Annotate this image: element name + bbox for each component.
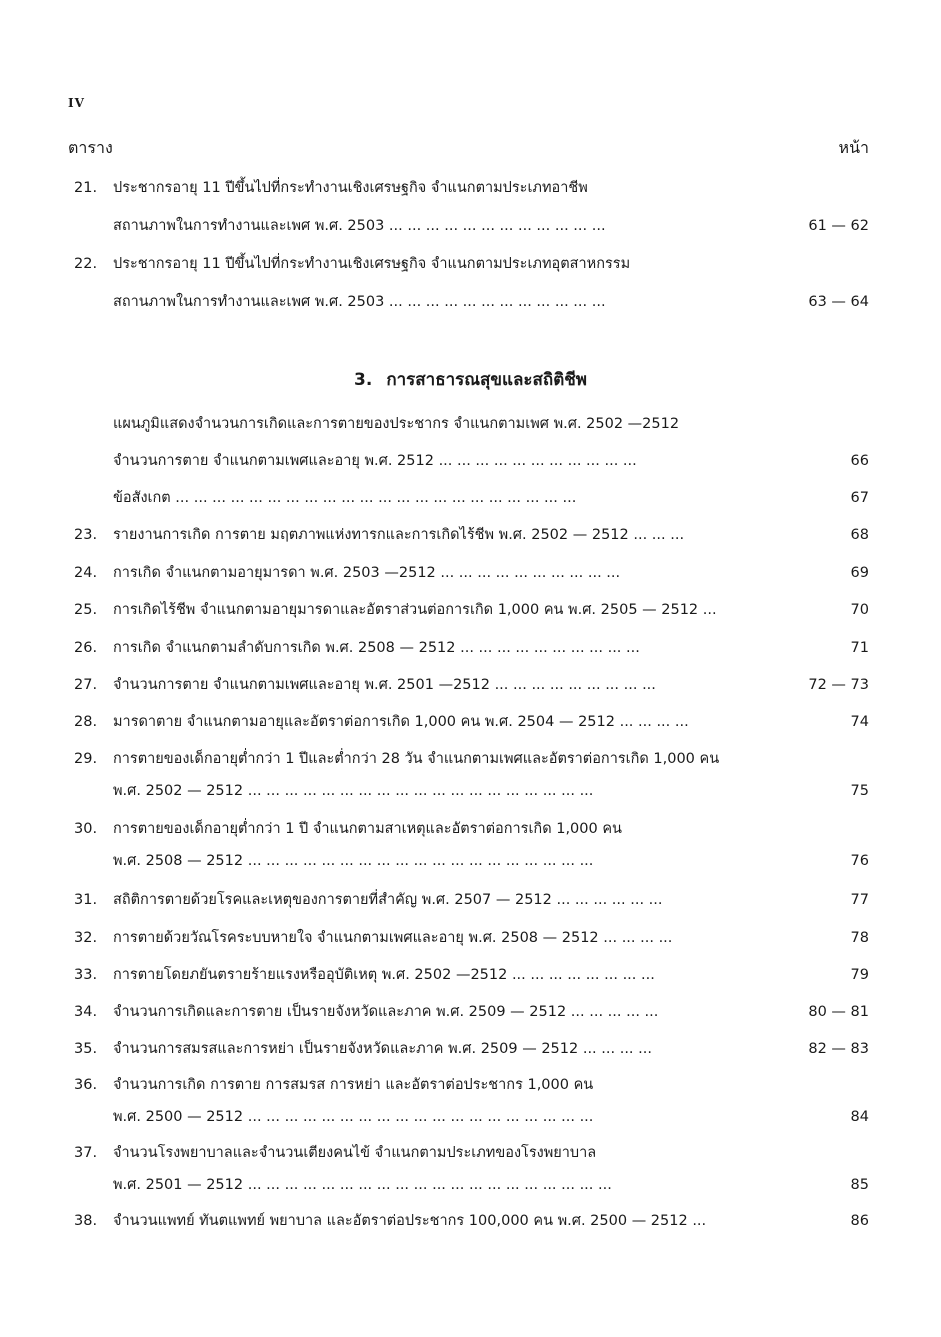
column-header-page: หน้า <box>838 138 869 157</box>
toc-entry-29 <box>0 747 941 771</box>
toc-entry-21 <box>0 176 941 200</box>
entry-number: 33. <box>74 967 98 983</box>
entry-text: แผนภูมิแสดงจำนวนการเกิดและการตายของประชากร จำแนกตามเพศ พ.ศ. 2502 —2512 <box>113 416 680 432</box>
entry-page: 78 <box>850 930 869 946</box>
entry-page: 84 <box>850 1109 869 1125</box>
entry-text-cont: สถานภาพในการทำงานและเพศ พ.ศ. 2503 ... ... ... ... ... ... ... ... ... ... ... ... <box>113 294 606 310</box>
toc-entry-28 <box>0 710 941 734</box>
entry-text: จำนวนแพทย์ ทันตแพทย์ พยาบาล และอัตราต่อประชากร 100,000 คน พ.ศ. 2500 — 2512 ... <box>113 1213 707 1229</box>
chart-intro-sub2 <box>0 486 941 510</box>
toc-entry-32 <box>0 926 941 950</box>
entry-text: การเกิดไร้ชีพ จำแนกตามอายุมารดาและอัตราส่วนต่อการเกิด 1,000 คน พ.ศ. 2505 — 2512 ... <box>113 602 717 618</box>
entry-number: 35. <box>74 1041 98 1057</box>
toc-entry-22-cont <box>0 290 941 314</box>
entry-page: 79 <box>850 967 869 983</box>
entry-number: 28. <box>74 714 98 730</box>
entry-text: การตายโดยภยันตรายร้ายแรงหรืออุบัติเหตุ พ.ศ. 2502 —2512 ... ... ... ... ... ... ... ... <box>113 967 655 983</box>
entry-text: จำนวนการตาย จำแนกตามเพศและอายุ พ.ศ. 2512 ... ... ... ... ... ... ... ... ... ... ... <box>113 453 637 469</box>
column-header-table: ตาราง <box>68 138 113 157</box>
entry-text: รายงานการเกิด การตาย มฤตภาพแห่งทารกและการเกิดไร้ชีพ พ.ศ. 2502 — 2512 ... ... ... <box>113 527 685 543</box>
entry-text: การตายของเด็กอายุต่ำกว่า 1 ปีและต่ำกว่า 28 วัน จำแนกตามเพศและอัตราต่อการเกิด 1,000 คน <box>113 751 720 767</box>
toc-entry-22 <box>0 252 941 276</box>
toc-entry-26 <box>0 636 941 660</box>
entry-page: 76 <box>850 853 869 869</box>
entry-page: 77 <box>850 892 869 908</box>
entry-number: 36. <box>74 1077 98 1093</box>
entry-text: จำนวนโรงพยาบาลและจำนวนเตียงคนไข้ จำแนกตามประเภทของโรงพยาบาล <box>113 1145 597 1161</box>
entry-text: จำนวนการสมรสและการหย่า เป็นรายจังหวัดและภาค พ.ศ. 2509 — 2512 ... ... ... ... <box>113 1041 652 1057</box>
entry-page: 86 <box>850 1213 869 1229</box>
entry-number: 23. <box>74 527 98 543</box>
entry-number: 21. <box>74 180 98 196</box>
toc-entry-23 <box>0 523 941 547</box>
entry-text: ประชากรอายุ 11 ปีขึ้นไปที่กระทำงานเชิงเศรษฐกิจ จำแนกตามประเภทอุตสาหกรรม <box>113 256 631 272</box>
entry-text-cont: พ.ศ. 2500 — 2512 ... ... ... ... ... ... ... ... ... ... ... ... ... ... ... ... ... ... ... <box>113 1109 594 1125</box>
entry-number: 22. <box>74 256 98 272</box>
toc-entry-30-cont <box>0 849 941 873</box>
entry-number: 30. <box>74 821 98 837</box>
toc-entry-37-cont <box>0 1173 941 1197</box>
toc-entry-27 <box>0 673 941 697</box>
entry-page: 63 — 64 <box>808 294 869 310</box>
entry-text: จำนวนการเกิด การตาย การสมรส การหย่า และอัตราต่อประชากร 1,000 คน <box>113 1077 594 1093</box>
toc-entry-24 <box>0 561 941 585</box>
entry-text: การตายของเด็กอายุต่ำกว่า 1 ปี จำแนกตามสาเหตุและอัตราต่อการเกิด 1,000 คน <box>113 821 622 837</box>
entry-number: 24. <box>74 565 98 581</box>
toc-entry-37 <box>0 1141 941 1165</box>
entry-page: 70 <box>850 602 869 618</box>
entry-page: 74 <box>850 714 869 730</box>
entry-number: 27. <box>74 677 98 693</box>
section-title: การสาธารณสุขและสถิติชีพ <box>386 370 587 390</box>
entry-page: 69 <box>850 565 869 581</box>
entry-page: 68 <box>850 527 869 543</box>
entry-text: ข้อสังเกต ... ... ... ... ... ... ... ... ... ... ... ... ... ... ... ... ... ... ... ... ... ... <box>113 490 577 506</box>
entry-page: 75 <box>850 783 869 799</box>
toc-entry-31 <box>0 888 941 912</box>
entry-number: 25. <box>74 602 98 618</box>
toc-entry-25 <box>0 598 941 622</box>
chart-intro-title <box>0 412 941 436</box>
entry-page: 67 <box>850 490 869 506</box>
page-roman-numeral: IV <box>68 96 85 110</box>
entry-text-cont: พ.ศ. 2501 — 2512 ... ... ... ... ... ... ... ... ... ... ... ... ... ... ... ... ... ... ... ... <box>113 1177 612 1193</box>
entry-page: 72 — 73 <box>808 677 869 693</box>
entry-text-cont: พ.ศ. 2508 — 2512 ... ... ... ... ... ... ... ... ... ... ... ... ... ... ... ... ... ... ... <box>113 853 594 869</box>
entry-page: 66 <box>850 453 869 469</box>
toc-entry-35 <box>0 1037 941 1061</box>
toc-entry-36 <box>0 1073 941 1097</box>
entry-number: 32. <box>74 930 98 946</box>
entry-text: มารดาตาย จำแนกตามอายุและอัตราต่อการเกิด 1,000 คน พ.ศ. 2504 — 2512 ... ... ... ... <box>113 714 689 730</box>
toc-entry-36-cont <box>0 1105 941 1129</box>
section-number: 3. <box>354 370 373 390</box>
toc-entry-21-cont <box>0 214 941 238</box>
entry-page: 80 — 81 <box>808 1004 869 1020</box>
toc-entry-33 <box>0 963 941 987</box>
entry-text: การตายด้วยวัณโรคระบบหายใจ จำแนกตามเพศและอายุ พ.ศ. 2508 — 2512 ... ... ... ... <box>113 930 673 946</box>
entry-page: 82 — 83 <box>808 1041 869 1057</box>
entry-number: 26. <box>74 640 98 656</box>
entry-text: จำนวนการตาย จำแนกตามเพศและอายุ พ.ศ. 2501 —2512 ... ... ... ... ... ... ... ... ... <box>113 677 656 693</box>
entry-text: ประชากรอายุ 11 ปีขึ้นไปที่กระทำงานเชิงเศรษฐกิจ จำแนกตามประเภทอาชีพ <box>113 180 588 196</box>
chart-intro-sub1 <box>0 449 941 473</box>
toc-entry-30 <box>0 817 941 841</box>
entry-number: 31. <box>74 892 98 908</box>
entry-text: การเกิด จำแนกตามอายุมารดา พ.ศ. 2503 —2512 ... ... ... ... ... ... ... ... ... ... <box>113 565 621 581</box>
entry-text-cont: สถานภาพในการทำงานและเพศ พ.ศ. 2503 ... ... ... ... ... ... ... ... ... ... ... ... <box>113 218 606 234</box>
entry-text: จำนวนการเกิดและการตาย เป็นรายจังหวัดและภาค พ.ศ. 2509 — 2512 ... ... ... ... ... <box>113 1004 659 1020</box>
entry-page: 71 <box>850 640 869 656</box>
toc-entry-34 <box>0 1000 941 1024</box>
entry-text: สถิติการตายด้วยโรคและเหตุของการตายที่สำคัญ พ.ศ. 2507 — 2512 ... ... ... ... ... ... <box>113 892 663 908</box>
entry-text-cont: พ.ศ. 2502 — 2512 ... ... ... ... ... ... ... ... ... ... ... ... ... ... ... ... ... ... ... <box>113 783 594 799</box>
section-heading <box>0 366 941 393</box>
entry-page: 85 <box>850 1177 869 1193</box>
toc-entry-29-cont <box>0 779 941 803</box>
entry-text: การเกิด จำแนกตามลำดับการเกิด พ.ศ. 2508 — 2512 ... ... ... ... ... ... ... ... ... ... <box>113 640 640 656</box>
entry-page: 61 — 62 <box>808 218 869 234</box>
entry-number: 37. <box>74 1145 98 1161</box>
entry-number: 34. <box>74 1004 98 1020</box>
entry-number: 38. <box>74 1213 98 1229</box>
entry-number: 29. <box>74 751 98 767</box>
toc-entry-38 <box>0 1209 941 1233</box>
